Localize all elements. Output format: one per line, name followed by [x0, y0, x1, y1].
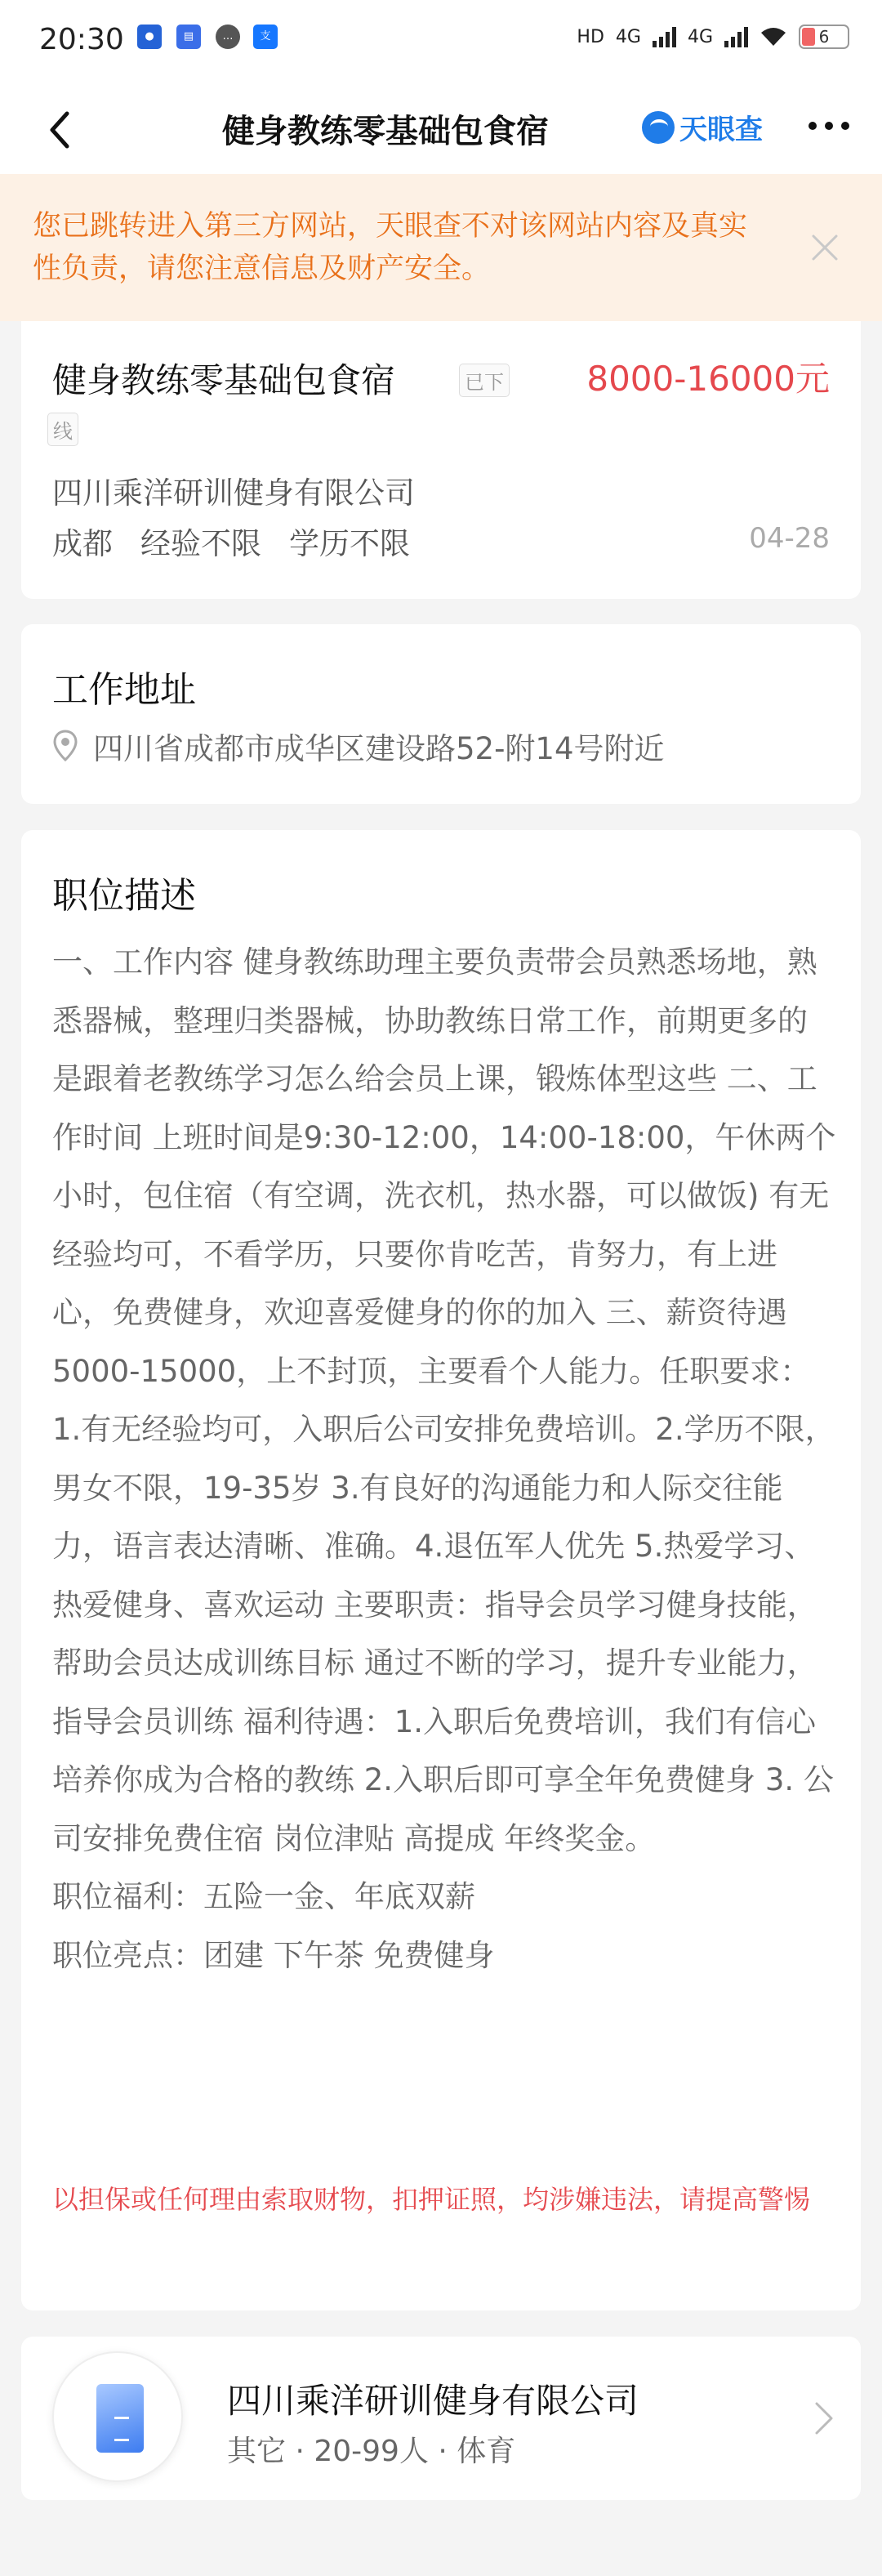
fraud-alert-text: 以担保或任何理由索取财物，扣押证照，均涉嫌违法，请提高警惕 [52, 2184, 811, 2215]
offline-tag-wrap: 线 [47, 413, 78, 446]
company-logo [52, 2351, 183, 2482]
job-description-card [21, 830, 861, 2310]
building-icon [96, 2384, 144, 2453]
address-title: 工作地址 [52, 669, 196, 711]
company-card[interactable] [21, 2337, 861, 2500]
post-date: 04-28 [749, 522, 830, 555]
logo-text: 天眼查 [679, 114, 763, 146]
wifi-icon [760, 26, 787, 47]
more-dot-icon [841, 122, 849, 130]
more-options-button[interactable] [808, 122, 849, 130]
news-app-icon: ▤ [176, 25, 201, 49]
job-summary-card [21, 321, 861, 599]
job-benefits: 职位福利：五险一金、年底双薪 [52, 1879, 475, 1914]
salary: 8000-16000元 [586, 359, 830, 399]
description-text: 一、工作内容 健身教练助理主要负责带会员熟悉场地，熟悉器械，整理归类器械，协助教练日常工作，前期更多的是跟着老教练学习怎么给会员上课，锻炼体型这些 二、工作时间 上班时间是9:30-12:00，14:00-18:00，午休两个小时，包住宿（有空调，洗衣机，热水器，可以做饭) 有无经验均可，不看学历，只要你肯吃苦，肯努力，有上进心，免费健身，欢迎喜爱健身的你的加入 三、薪资待遇 5000-15000，上不封顶，主要看个人能力。任职要求：1.有无经验均可，入职后公司安排免费培训。2.学历不限，男女不限，19-35岁 3.有良好的沟通能力和人际交往能力，语言表达清晰、准确。4.退伍军人优先 5.热爱学习、热爱健身、喜欢运动 主要职责：指导会员学习健身技能，帮助会员达成训练目标 通过不断的学习，提升专业能力，指导会员训练 福利待遇：1.入职后免费培训，我们有信心培养你成为合格的教练 2.入职后即可享全年免费健身 3. 公司安排免费住宿 岗位津贴 高提成 年终奖金。 [52, 944, 836, 1856]
address-text: 四川省成都市成华区建设路52-附14号附近 [93, 731, 665, 766]
status-bar [0, 0, 882, 86]
job-experience: 经验不限 [140, 526, 261, 561]
third-party-warning-banner [0, 174, 882, 321]
hd-label: HD [577, 26, 604, 47]
job-meta [52, 519, 410, 563]
address-line [52, 724, 665, 768]
network-label-2: 4G [687, 26, 713, 47]
tianyancha-logo-icon [642, 111, 675, 144]
status-indicators [577, 25, 849, 49]
nav-bar [0, 86, 882, 174]
notification-app-icon: ● [137, 25, 162, 49]
signal-icon [653, 26, 676, 47]
address-card[interactable] [21, 624, 861, 804]
back-icon[interactable] [39, 105, 88, 154]
job-education: 学历不限 [289, 526, 410, 561]
page-title: 健身教练零基础包食宿 [222, 113, 549, 150]
job-city: 成都 [52, 526, 113, 561]
battery-level: 6 [818, 27, 830, 47]
job-title: 健身教练零基础包食宿 [52, 360, 396, 400]
description-title: 职位描述 [52, 875, 196, 917]
job-company-name[interactable]: 四川乘洋研训健身有限公司 [52, 475, 415, 511]
close-icon[interactable] [810, 233, 840, 262]
warning-text: 您已跳转进入第三方网站，天眼查不对该网站内容及真实性负责，请您注意信息及财产安全。 [33, 210, 748, 285]
status-time: 20:30 [39, 23, 124, 56]
company-card-meta: 其它 · 20-99人 · 体育 [227, 2435, 516, 2468]
job-highlights: 职位亮点：团建 下午茶 免费健身 [52, 1937, 495, 1973]
description-body [52, 933, 836, 1984]
location-pin-icon [52, 730, 78, 762]
alipay-icon: 支 [253, 25, 278, 49]
network-label-1: 4G [615, 26, 641, 47]
chevron-right-icon [812, 2400, 836, 2436]
more-dot-icon [825, 122, 833, 130]
battery-icon [799, 25, 849, 49]
tianyancha-logo [642, 107, 763, 147]
signal-icon-2 [724, 26, 748, 47]
more-dot-icon [808, 122, 817, 130]
company-card-name: 四川乘洋研训健身有限公司 [227, 2381, 639, 2421]
message-icon: … [216, 25, 240, 49]
offline-tag: 已下 [459, 364, 510, 397]
